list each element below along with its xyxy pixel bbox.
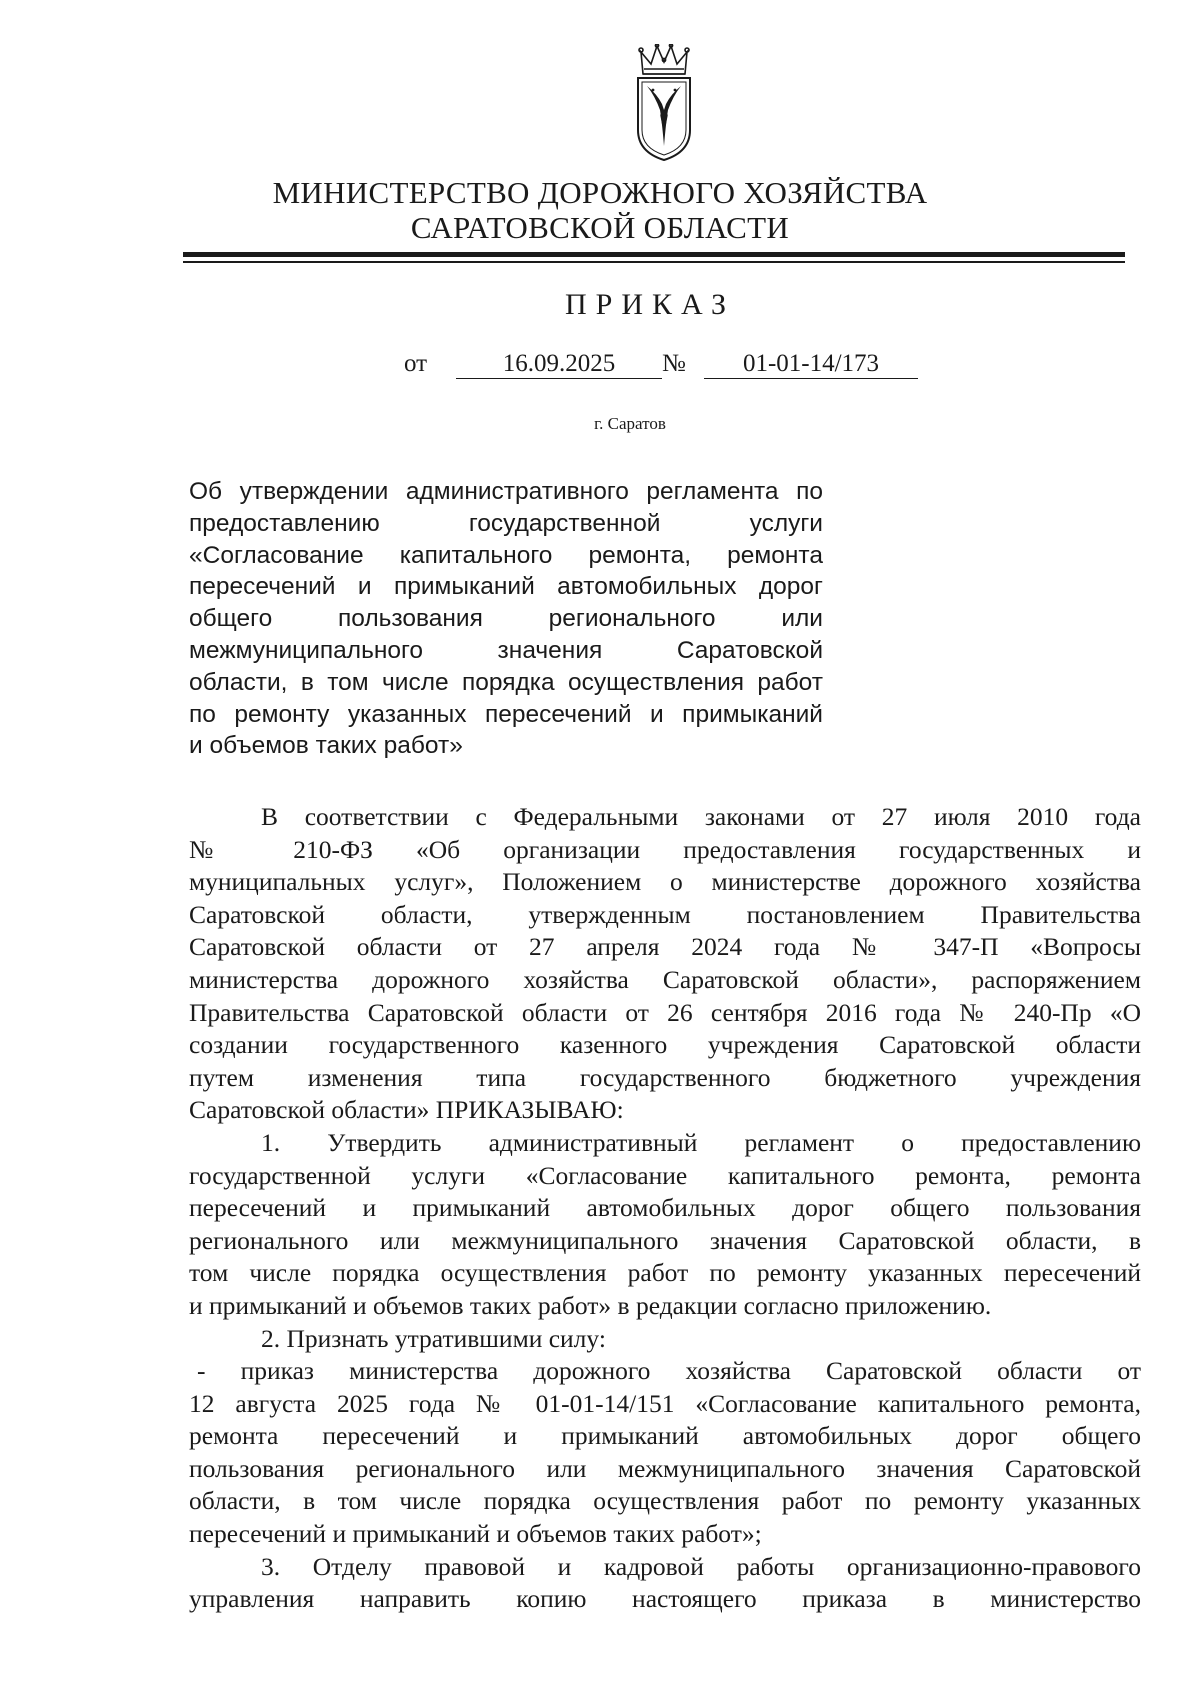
body-line: том числе порядка осуществления работ по ремонту указанных пересечений: [189, 1258, 1141, 1288]
body-line: министерства дорожного хозяйства Саратовской области», распоряжением: [189, 964, 1141, 994]
body-line: регионального или межмуниципального значения Саратовской области, в: [189, 1225, 1141, 1255]
body-line: и примыканий и объемов таких работ» в редакции согласно приложению.: [189, 1290, 992, 1320]
date-prefix: от: [404, 350, 428, 377]
body-line: № 210-ФЗ «Об организации предоставления государственных и: [189, 834, 1141, 864]
city: г. Саратов: [594, 414, 666, 433]
number-prefix: №: [662, 350, 686, 377]
header-rule-thick: [183, 252, 1125, 257]
order-title: ПРИКАЗ: [565, 288, 735, 321]
body-line: ремонта пересечений и примыканий автомобильных дорог общего: [189, 1421, 1141, 1451]
subject-line: предоставлению государственной услуги: [189, 509, 823, 537]
body-line: пересечений и примыканий и объемов таких работ»;: [189, 1519, 762, 1549]
coat-of-arms-icon: [633, 44, 695, 162]
subject-line: общего пользования регионального или: [189, 605, 823, 633]
body-line: В соответствии с Федеральными законами от 27 июля 2010 года: [261, 802, 1141, 831]
subject-line: межмуниципального значения Саратовской: [189, 636, 823, 664]
body-line: 12 августа 2025 года № 01-01-14/151 «Согласование капитального ремонта,: [189, 1388, 1141, 1418]
body-line: области, в том числе порядка осуществления работ по ремонту указанных: [189, 1486, 1141, 1516]
order-body: [189, 801, 1141, 1616]
header-rule-thin: [183, 261, 1125, 263]
body-line: Правительства Саратовской области от 26 сентября 2016 года № 240-Пр «О: [189, 997, 1141, 1027]
body-line: Саратовской области, утвержденным постановлением Правительства: [189, 899, 1141, 929]
body-line: Саратовской области» ПРИКАЗЫВАЮ:: [189, 1095, 624, 1125]
ministry-name-line2: САРАТОВСКОЙ ОБЛАСТИ: [410, 210, 790, 245]
body-line: 2. Признать утратившими силу:: [261, 1323, 606, 1353]
subject-line: пересечений и примыканий автомобильных дорог: [189, 573, 823, 601]
subject-line: Об утверждении административного регламента по: [189, 478, 823, 505]
subject-line: «Согласование капитального ремонта, ремонта: [189, 541, 823, 569]
body-line: - приказ министерства дорожного хозяйства Саратовской области от: [197, 1356, 1141, 1386]
subject-line: области, в том числе порядка осуществления работ: [189, 668, 823, 696]
ministry-name-line1: МИНИСТЕРСТВО ДОРОЖНОГО ХОЗЯЙСТВА: [272, 175, 928, 210]
body-line: 3. Отделу правовой и кадровой работы организационно-правового: [261, 1551, 1141, 1581]
subject-line: по ремонту указанных пересечений и примыканий: [189, 700, 823, 728]
body-line: муниципальных услуг», Положением о министерстве дорожного хозяйства: [189, 867, 1141, 897]
body-line: создании государственного казенного учреждения Саратовской области: [189, 1030, 1141, 1060]
body-line: Саратовской области от 27 апреля 2024 года № 347-П «Вопросы: [189, 932, 1141, 962]
body-line: государственной услуги «Согласование капитального ремонта, ремонта: [189, 1160, 1141, 1190]
order-subject: [189, 476, 823, 762]
body-line: пользования регионального или межмуниципального значения Саратовской: [189, 1453, 1141, 1483]
body-line: пересечений и примыканий автомобильных дорог общего пользования: [189, 1193, 1141, 1223]
body-line: путем изменения типа государственного бюджетного учреждения: [189, 1062, 1141, 1092]
subject-line: и объемов таких работ»: [189, 732, 463, 760]
body-line: управления направить копию настоящего приказа в министерство: [189, 1584, 1141, 1614]
order-date: 16.09.2025: [456, 350, 662, 379]
order-number: 01-01-14/173: [704, 350, 918, 379]
body-line: 1. Утвердить административный регламент о предоставлению: [261, 1127, 1141, 1157]
